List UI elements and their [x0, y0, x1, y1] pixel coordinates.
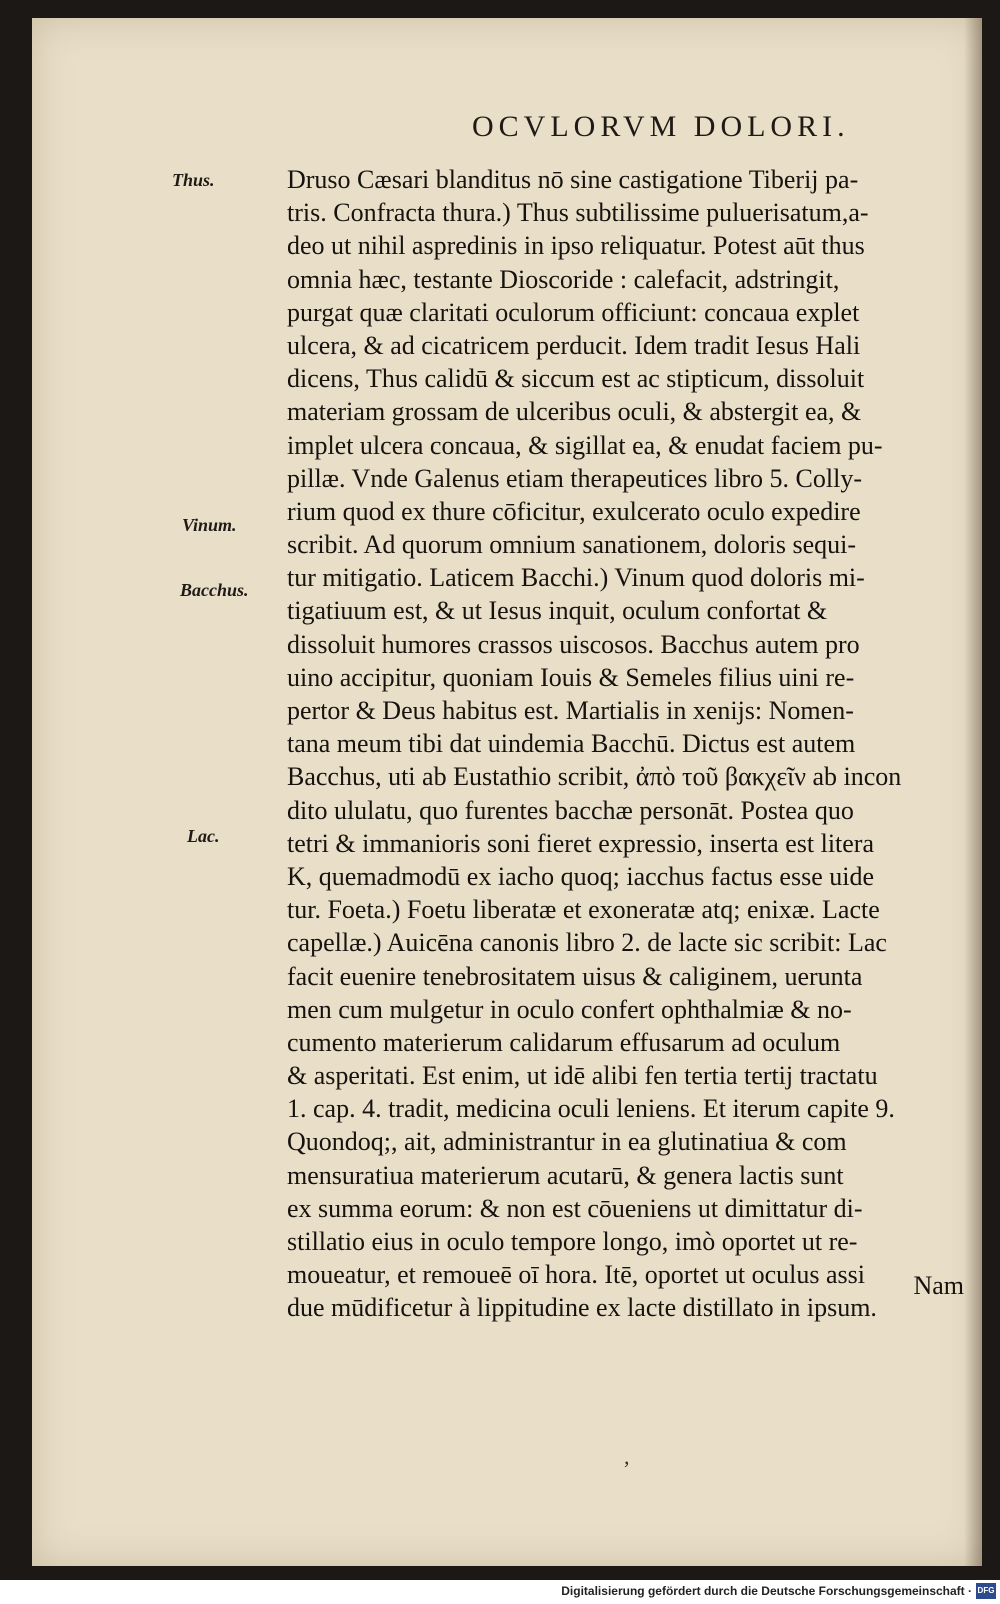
catchword: Nam [913, 1271, 964, 1300]
margin-note-vinum: Vinum. [182, 515, 237, 535]
text-line: stillatio eius in oculo tempore longo, imò oportet ut re- [287, 1227, 858, 1256]
text-line: capellæ.) Auicēna canonis libro 2. de lacte sic scribit: Lac [287, 928, 887, 958]
text-line: 1. cap. 4. tradit, medicina oculi leniens. Et iterum capite 9. [287, 1094, 895, 1124]
text-line: ulcera, & ad cicatricem perducit. Idem tradit Iesus Hali [287, 330, 861, 360]
text-line: uino accipitur, quoniam Iouis & Semeles filius uini re- [287, 662, 855, 692]
margin-note-lac: Lac. [187, 826, 220, 846]
text-line: facit euenire tenebrositatem uisus & caliginem, uerunta [287, 961, 863, 991]
text-line: K, quemadmodū ex iacho quoq; iacchus factus esse uide [287, 861, 874, 891]
text-line: pillæ. Vnde Galenus etiam therapeutices libro 5. Colly- [287, 463, 863, 493]
margin-note-bacchus: Bacchus. [180, 580, 249, 600]
text-line: tetri & immanioris soni fieret expressio, inserta est litera [287, 828, 875, 858]
text-line: tur. Foeta.) Foetu liberatæ et exoneratæ atq; enixæ. Lacte [287, 895, 880, 925]
text-line: tigatiuum est, & ut Iesus inquit, oculum confortat & [287, 596, 828, 626]
footer-bar [0, 1580, 1000, 1604]
dfg-logo-icon: DFG [976, 1583, 996, 1599]
text-line: dissoluit humores crassos uiscosos. Bacchus autem pro [287, 629, 860, 659]
text-line: deo ut nihil aspredinis in ipso reliquatur. Potest aūt thus [287, 231, 865, 261]
text-line: mensuratiua materierum acutarū, & genera lactis sunt [287, 1160, 844, 1190]
running-head: OCVLORVM DOLORI. [472, 110, 850, 143]
body-text [287, 163, 967, 1325]
text-line: tris. Confracta thura.) Thus subtilissime puluerisatum,a- [287, 198, 869, 228]
margin-note-thus: Thus. [172, 170, 215, 190]
text-line: ex summa eorum: & non est cōueniens ut dimittatur di- [287, 1193, 863, 1223]
text-line: tana meum tibi dat uindemia Bacchū. Dictus est autem [287, 729, 856, 759]
text-line: materiam grossam de ulceribus oculi, & abstergit ea, & [287, 397, 862, 427]
text-line: implet ulcera concaua, & sigillat ea, & enudat faciem pu- [287, 430, 883, 460]
text-line: tur mitigatio. Laticem Bacchi.) Vinum quod doloris mi- [287, 563, 865, 593]
text-line: & asperitati. Est enim, ut idē alibi fen tertia tertij tractatu [287, 1061, 878, 1091]
text-line: Bacchus, uti ab Eustathio scribit, ἀπὸ τοῦ βακχεῖν ab incon [287, 762, 902, 792]
text-line: scribit. Ad quorum omnium sanationem, doloris sequi- [287, 530, 857, 560]
text-line: Quondoq;, ait, administrantur in ea glutinatiua & com [287, 1127, 847, 1157]
text-line: pertor & Deus habitus est. Martialis in xenijs: Nomen- [287, 696, 854, 725]
text-line: cumento materierum calidarum effusarum ad oculum [287, 1027, 841, 1057]
footer-credit: Digitalisierung gefördert durch die Deutsche Forschungsgemeinschaft · [561, 1584, 972, 1598]
text-line: purgat quæ claritati oculorum officiunt: concaua explet [287, 297, 860, 327]
text-line: dicens, Thus calidū & siccum est ac stipticum, dissoluit [287, 364, 865, 394]
text-line: dito ululatu, quo furentes bacchæ personāt. Postea quo [287, 795, 854, 825]
text-line: omnia hæc, testante Dioscoride : calefacit, adstringit, [287, 264, 840, 294]
text-line: due mūdificetur à lippitudine ex lacte distillato in ipsum. [287, 1293, 877, 1323]
book-page [32, 18, 982, 1566]
ink-mark: , [624, 1444, 630, 1469]
text-line: moueatur, et remoueē oī hora. Itē, oportet ut oculus assi [287, 1260, 866, 1290]
text-line: rium quod ex thure cōficitur, exulcerato oculo expedire [287, 496, 861, 526]
text-line: Druso Cæsari blanditus nō sine castigatione Tiberij pa- [287, 165, 859, 194]
text-line: men cum mulgetur in oculo confert ophthalmiæ & no- [287, 994, 852, 1024]
